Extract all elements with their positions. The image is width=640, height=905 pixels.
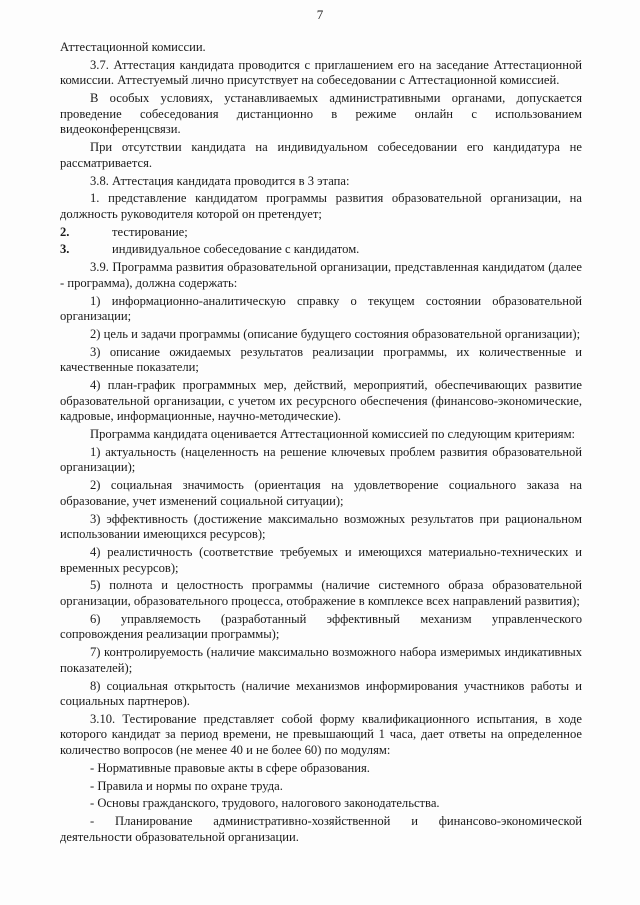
paragraph-text: 3.7. Аттестация кандидата проводится с приглашением его на заседание Аттестационной комиссии. Аттестуемый лично присутствует на собеседовании с Аттестационной комиссией. xyxy=(60,57,582,88)
paragraph-text: 3.8. Аттестация кандидата проводится в 3 этапа: xyxy=(90,173,350,188)
paragraph-text: тестирование; xyxy=(112,224,188,239)
paragraph-27 xyxy=(60,814,582,845)
paragraph-20 xyxy=(60,612,582,643)
paragraph-text: 1) актуальность (нацеленность на решение ключевых проблем развития образовательной организации); xyxy=(60,444,582,475)
paragraph-text: 3) эффективность (достижение максимально возможных результатов при рациональном использовании имеющихся ресурсов); xyxy=(60,511,582,542)
paragraph-17 xyxy=(60,512,582,543)
paragraph-11 xyxy=(60,327,582,343)
paragraph-5 xyxy=(60,174,582,190)
paragraph-4 xyxy=(60,140,582,171)
paragraph-23 xyxy=(60,712,582,759)
paragraph-26 xyxy=(60,796,582,812)
paragraph-14 xyxy=(60,427,582,443)
paragraph-12 xyxy=(60,345,582,376)
paragraph-3 xyxy=(60,91,582,138)
paragraph-13 xyxy=(60,378,582,425)
paragraph-text: При отсутствии кандидата на индивидуальном собеседовании его кандидатура не рассматривается. xyxy=(60,140,582,170)
paragraph-text: - Планирование административно-хозяйственной и финансово-экономической деятельности образовательной организации. xyxy=(60,814,582,844)
paragraph-10 xyxy=(60,294,582,325)
paragraph-text: 3) описание ожидаемых результатов реализации программы, их количественные и качественные показатели; xyxy=(60,344,582,375)
paragraph-2 xyxy=(60,58,582,89)
paragraph-text: 2) социальная значимость (ориентация на удовлетворение социального заказа на образование, учет изменений социальной ситуации); xyxy=(60,478,582,508)
paragraph-text: 4) план-график программных мер, действий, мероприятий, обеспечивающих развитие образовательной организации, с учетом их ресурсного обеспечения (финансово-экономические, кадровые, информационные, научно-методические). xyxy=(60,378,582,424)
paragraph-text: 1. представление кандидатом программы развития образовательной организации, на должность руководителя которой он претендует; xyxy=(60,191,582,221)
list-number: 3. xyxy=(60,242,70,257)
paragraph-text: В особых условиях, устанавливаемых административными органами, допускается проведение собеседования дистанционно в режиме онлайн с использованием видеоконференцсвязи. xyxy=(60,91,582,137)
paragraph-25 xyxy=(60,779,582,795)
paragraph-1 xyxy=(60,40,582,56)
paragraph-text: 5) полнота и целостность программы (наличие системного образа образовательной организации, образовательного процесса, отображение в комплексе всех направлений развития); xyxy=(60,578,582,608)
paragraph-18 xyxy=(60,545,582,576)
document-body xyxy=(60,40,582,848)
paragraph-15 xyxy=(60,445,582,476)
paragraph-text: - Нормативные правовые акты в сфере образования. xyxy=(90,760,370,775)
paragraph-text: 7) контролируемость (наличие максимально возможного набора измеримых индикативных показателей); xyxy=(60,645,582,675)
list-number: 2. xyxy=(60,224,70,239)
paragraph-22 xyxy=(60,679,582,710)
paragraph-8 xyxy=(60,242,582,258)
paragraph-16 xyxy=(60,478,582,509)
paragraph-text: 2) цель и задачи программы (описание будущего состояния образовательной организации); xyxy=(90,326,581,341)
paragraph-9 xyxy=(60,260,582,291)
paragraph-text: - Основы гражданского, трудового, налогового законодательства. xyxy=(90,796,440,811)
paragraph-7 xyxy=(60,225,582,241)
paragraph-text: Аттестационной комиссии. xyxy=(60,40,206,54)
page-number: 7 xyxy=(316,7,324,22)
paragraph-text: индивидуальное собеседование с кандидатом. xyxy=(112,242,360,257)
paragraph-24 xyxy=(60,761,582,777)
paragraph-text: 3.10. Тестирование представляет собой форму квалификационного испытания, в ходе которого кандидат за период времени, не превышающий 1 часа, дает ответы на определенное количество вопросов (не менее 40 и не более 60) по модулям: xyxy=(60,711,582,758)
paragraph-21 xyxy=(60,645,582,676)
paragraph-text: 4) реалистичность (соответствие требуемых и имеющихся материально-технических и временных ресурсов); xyxy=(60,545,582,575)
paragraph-text: Программа кандидата оценивается Аттестационной комиссией по следующим критериям: xyxy=(90,427,576,442)
paragraph-text: 8) социальная открытость (наличие механизмов информирования участников работы и социальных партнеров). xyxy=(60,678,582,709)
paragraph-text: - Правила и нормы по охране труда. xyxy=(90,778,283,793)
paragraph-19 xyxy=(60,578,582,609)
paragraph-6 xyxy=(60,191,582,222)
paragraph-text: 3.9. Программа развития образовательной организации, представленная кандидатом (далее - программа), должна содержать: xyxy=(60,260,582,290)
paragraph-text: 1) информационно-аналитическую справку о текущем состоянии образовательной организации; xyxy=(60,293,582,324)
paragraph-text: 6) управляемость (разработанный эффективный механизм управленческого сопровождения реализации программы); xyxy=(60,611,582,642)
